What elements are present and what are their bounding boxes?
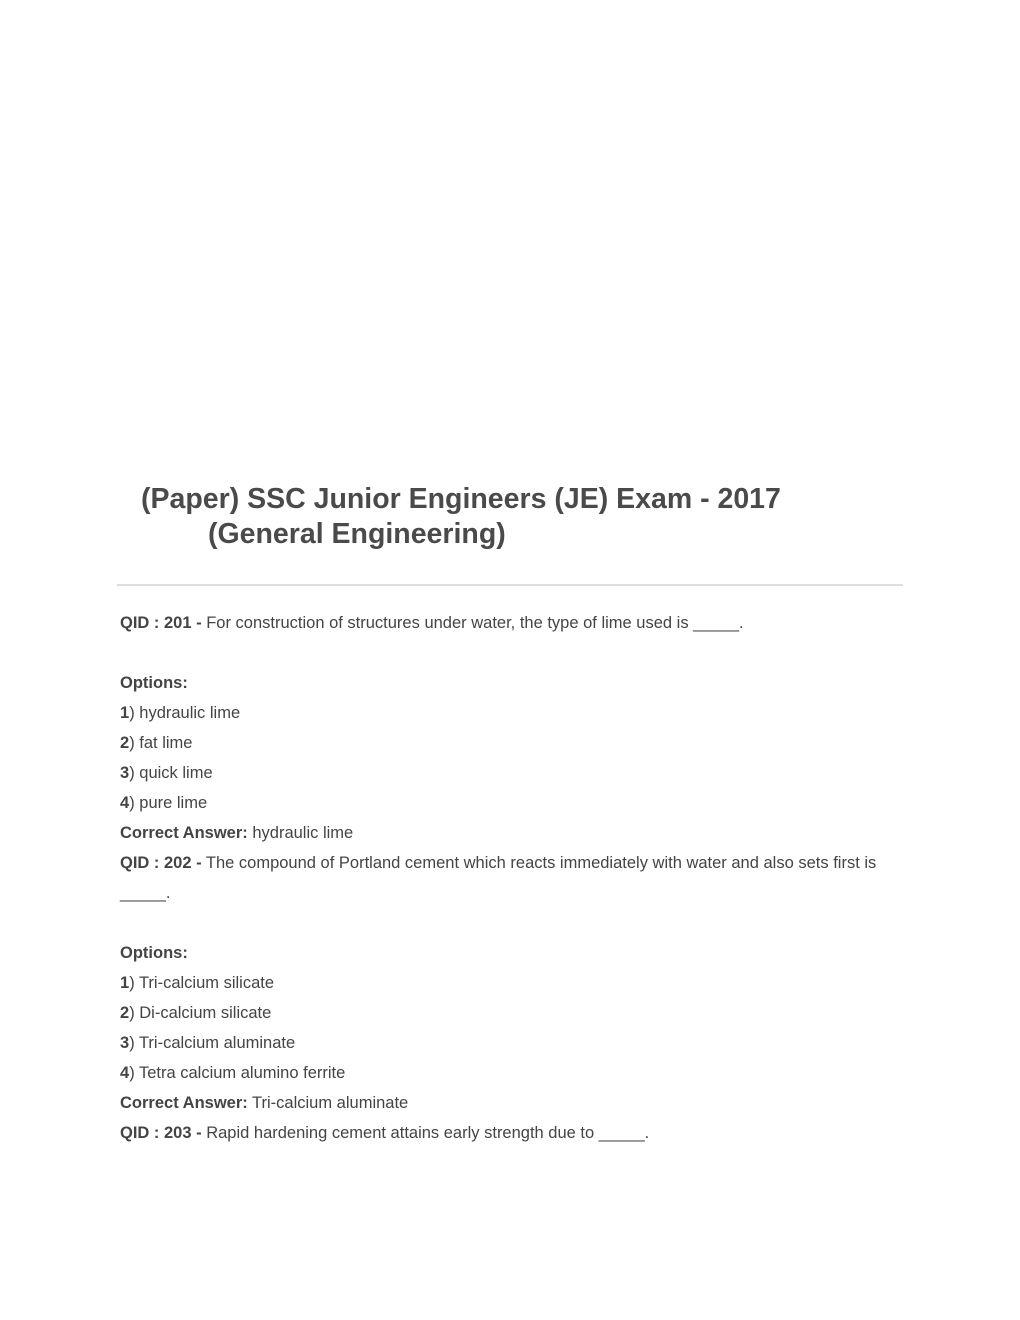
correct-answer xyxy=(120,818,890,848)
correct-answer-value: Tri-calcium aluminate xyxy=(247,1094,409,1112)
question-list xyxy=(120,608,890,1148)
spacer xyxy=(120,638,890,668)
question-203 xyxy=(120,1118,890,1148)
option-item: 4) Tetra calcium alumino ferrite xyxy=(120,1064,346,1082)
qid-label: QID : 201 - xyxy=(120,614,202,632)
option-item: 3) Tri-calcium aluminate xyxy=(120,1034,296,1052)
correct-answer-value: hydraulic lime xyxy=(247,824,354,842)
question-text: Rapid hardening cement attains early strength due to _____. xyxy=(201,1124,650,1142)
option-item: 4) pure lime xyxy=(120,794,208,812)
correct-answer-label: Correct Answer: xyxy=(120,1094,248,1112)
qid-label: QID : 203 - xyxy=(120,1124,202,1142)
title-line-1: (Paper) SSC Junior Engineers (JE) Exam - 2017 xyxy=(141,483,781,515)
option-item: 1) hydraulic lime xyxy=(120,704,241,722)
question-text: The compound of Portland cement which reacts immediately with water and also sets first is _____. xyxy=(120,854,877,902)
question-text: For construction of structures under water, the type of lime used is _____. xyxy=(201,614,744,632)
option-item: 2) fat lime xyxy=(120,734,193,752)
option-item: 3) quick lime xyxy=(120,764,213,782)
option-item: 2) Di-calcium silicate xyxy=(120,1004,272,1022)
question-201 xyxy=(120,608,890,638)
correct-answer xyxy=(120,1088,890,1118)
title-divider xyxy=(117,584,903,586)
qid-label: QID : 202 - xyxy=(120,854,202,872)
title-line-2: (General Engineering) xyxy=(208,518,506,550)
option-item: 1) Tri-calcium silicate xyxy=(120,974,275,992)
options-heading: Options: xyxy=(120,674,188,692)
options-heading: Options: xyxy=(120,944,188,962)
correct-answer-label: Correct Answer: xyxy=(120,824,248,842)
spacer xyxy=(120,908,890,938)
question-202 xyxy=(120,848,890,908)
